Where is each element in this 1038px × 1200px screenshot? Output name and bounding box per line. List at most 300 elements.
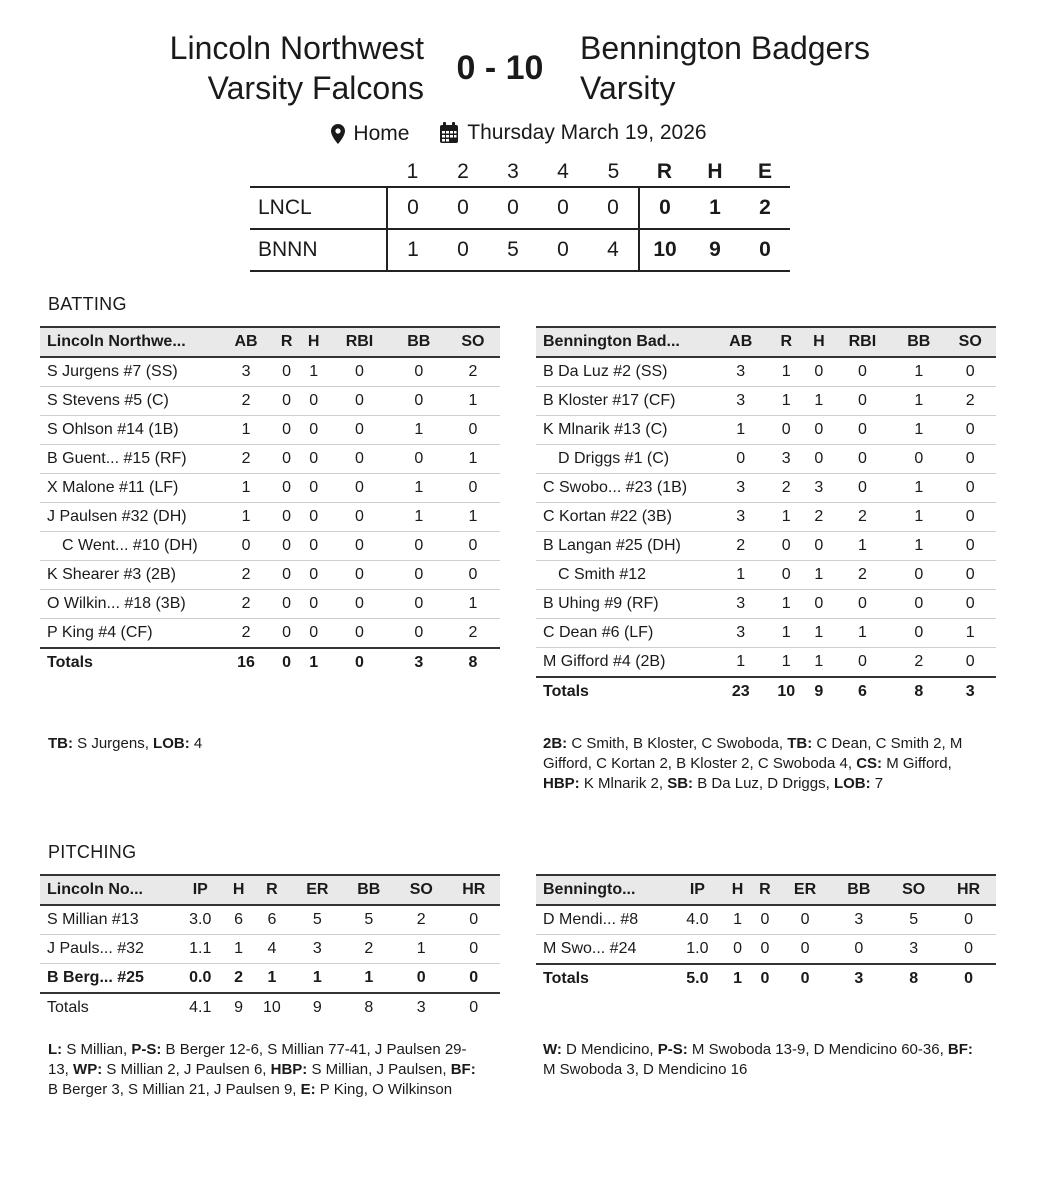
table-row (40, 445, 500, 474)
stat-cell: 0 (944, 532, 996, 561)
player-name: B Da Luz #2 (SS) (536, 357, 715, 387)
stat-column-header: BB (392, 327, 446, 357)
totals-cell: 3 (831, 964, 886, 993)
stat-cell: 0 (831, 935, 886, 965)
table-row (536, 357, 996, 387)
stat-cell: 0 (300, 474, 327, 503)
stat-cell: 0 (392, 619, 446, 649)
stat-column-header: H (724, 875, 751, 905)
note-label: W: (543, 1041, 562, 1058)
table-header-row (536, 875, 996, 905)
table-row (536, 648, 996, 678)
stat-cell: 1 (806, 648, 832, 678)
errors-header: E (757, 160, 772, 183)
stat-cell: 0 (273, 445, 300, 474)
player-name: B Guent... #15 (RF) (40, 445, 219, 474)
stat-cell: 2 (715, 532, 766, 561)
stat-cell: 0 (327, 445, 392, 474)
player-name: M Gifford #4 (2B) (536, 648, 715, 678)
team-abbr: BNNN (250, 229, 387, 271)
player-name: S Millian #13 (40, 905, 175, 935)
totals-cell: 0 (779, 964, 832, 993)
table-row (40, 964, 500, 994)
totals-cell: 0 (941, 964, 996, 993)
totals-cell: 0 (751, 964, 778, 993)
stat-cell: 2 (226, 964, 252, 994)
stat-cell: 0 (893, 561, 944, 590)
line-score-header (250, 158, 790, 187)
home-team-name (580, 28, 870, 108)
note-text: M Swoboda 13-9, D Mendicino 60-36, (687, 1041, 948, 1058)
table-row (40, 905, 500, 935)
table-row (40, 619, 500, 649)
totals-cell: 3 (392, 648, 446, 677)
stat-cell: 3 (715, 474, 766, 503)
stat-cell: 0 (832, 357, 893, 387)
stat-cell: 0 (832, 474, 893, 503)
player-name: C Smith #12 (536, 561, 715, 590)
stat-cell: 0 (832, 648, 893, 678)
stat-cell: 0 (766, 532, 806, 561)
stat-cell: 0 (944, 357, 996, 387)
stat-cell: 2 (219, 387, 273, 416)
stat-cell: 3 (292, 935, 342, 964)
stat-cell: 3 (715, 590, 766, 619)
stat-cell: 0 (300, 503, 327, 532)
stat-cell: 1 (893, 387, 944, 416)
line-score-row-away (250, 187, 790, 229)
stat-cell: 3 (766, 445, 806, 474)
totals-cell: 23 (715, 677, 766, 706)
stat-column-header: BB (893, 327, 944, 357)
stat-cell: 1 (893, 503, 944, 532)
inning-score: 0 (538, 229, 588, 271)
player-name: S Ohlson #14 (1B) (40, 416, 219, 445)
stat-cell: 0 (751, 905, 778, 935)
stat-column-header: R (273, 327, 300, 357)
total-errors: 0 (740, 229, 790, 271)
stat-column-header: HR (941, 875, 996, 905)
stat-cell: 2 (832, 503, 893, 532)
final-score: 0 - 10 (456, 49, 544, 87)
total-hits: 1 (690, 187, 740, 229)
stat-cell: 5 (886, 905, 941, 935)
total-runs: 0 (639, 187, 690, 229)
table-row (536, 503, 996, 532)
stat-cell: 0 (766, 416, 806, 445)
table-row (536, 561, 996, 590)
inning-5-header: 5 (607, 160, 620, 183)
totals-cell: 9 (226, 993, 252, 1022)
note-text: M Swoboda 3, D Mendicino 16 (543, 1061, 748, 1078)
totals-cell: 10 (252, 993, 292, 1022)
note-text: K Mlnarik 2, (579, 775, 668, 792)
stat-cell: 1 (724, 905, 751, 935)
stat-cell: 6 (252, 905, 292, 935)
stat-column-header: SO (944, 327, 996, 357)
stat-cell: 1 (832, 532, 893, 561)
stat-cell: 6 (226, 905, 252, 935)
totals-cell: 5.0 (671, 964, 724, 993)
stat-cell: 3 (831, 905, 886, 935)
stat-cell: 0 (327, 387, 392, 416)
totals-row (40, 648, 500, 677)
note-label: CS: (856, 755, 883, 772)
batting-table-home (536, 326, 996, 706)
player-name: K Mlnarik #13 (C) (536, 416, 715, 445)
stat-column-header: SO (395, 875, 447, 905)
stat-cell: 0 (893, 590, 944, 619)
stat-cell: 1 (219, 474, 273, 503)
stat-cell: 1 (343, 964, 395, 994)
team-column-header: Lincoln No... (40, 875, 175, 905)
note-label: LOB: (153, 735, 190, 752)
stat-cell: 0 (779, 905, 832, 935)
stat-cell: 3 (806, 474, 832, 503)
stat-cell: 0 (832, 445, 893, 474)
table-row (40, 561, 500, 590)
location-text: Home (353, 122, 410, 145)
totals-cell: 0 (273, 648, 300, 677)
player-name: C Dean #6 (LF) (536, 619, 715, 648)
player-name: D Driggs #1 (C) (536, 445, 715, 474)
table-row (40, 474, 500, 503)
table-row (536, 590, 996, 619)
note-text: M Gifford, (882, 755, 952, 772)
stat-column-header: SO (446, 327, 500, 357)
stat-column-header: AB (219, 327, 273, 357)
stat-cell: 0 (893, 445, 944, 474)
stat-cell: 0 (273, 561, 300, 590)
stat-column-header: IP (175, 875, 226, 905)
stat-cell: 0 (395, 964, 447, 994)
stat-cell: 1 (300, 357, 327, 387)
stat-cell: 0 (448, 935, 501, 964)
table-row (536, 619, 996, 648)
stat-cell: 2 (219, 561, 273, 590)
team-column-header: Benningto... (536, 875, 671, 905)
inning-score: 0 (387, 187, 438, 229)
stat-column-header: H (806, 327, 832, 357)
stat-cell: 2 (395, 905, 447, 935)
stat-cell: 0 (944, 648, 996, 678)
stat-cell: 0 (779, 935, 832, 965)
totals-cell: 6 (832, 677, 893, 706)
stat-cell: 0 (392, 357, 446, 387)
totals-cell: 1 (300, 648, 327, 677)
stat-cell: 2 (766, 474, 806, 503)
stat-cell: 0 (273, 503, 300, 532)
stat-cell: 2 (446, 357, 500, 387)
note-text: C Smith, B Kloster, C Swoboda, (567, 735, 788, 752)
player-name: C Swobo... #23 (1B) (536, 474, 715, 503)
player-name: B Uhing #9 (RF) (536, 590, 715, 619)
stat-cell: 0 (273, 590, 300, 619)
table-row (536, 935, 996, 965)
stat-cell: 1 (392, 416, 446, 445)
pitching-section-title: PITCHING (48, 842, 137, 862)
table-row (40, 416, 500, 445)
stat-cell: 1 (252, 964, 292, 994)
stat-cell: 1 (766, 619, 806, 648)
totals-cell: 1 (724, 964, 751, 993)
stat-cell: 1 (392, 474, 446, 503)
total-hits: 9 (690, 229, 740, 271)
table-row (40, 590, 500, 619)
player-name: J Paulsen #32 (DH) (40, 503, 219, 532)
totals-row (536, 964, 996, 993)
stat-cell: 0 (273, 357, 300, 387)
stat-cell: 0 (446, 532, 500, 561)
stat-cell: 0 (219, 532, 273, 561)
stat-cell: 1 (446, 590, 500, 619)
totals-cell: 9 (806, 677, 832, 706)
stat-cell: 0 (806, 590, 832, 619)
note-label: P-S: (657, 1041, 688, 1058)
stat-cell: 0 (448, 964, 501, 994)
stat-cell: 0 (392, 532, 446, 561)
stat-column-header: BB (831, 875, 886, 905)
player-name: B Berg... #25 (40, 964, 175, 994)
table-row (536, 532, 996, 561)
batting-notes-home (543, 734, 983, 794)
batting-table-away (40, 326, 500, 677)
inning-score: 0 (438, 229, 488, 271)
note-label: L: (48, 1041, 63, 1058)
calendar-icon (439, 122, 459, 144)
stat-cell: 2 (343, 935, 395, 964)
player-name: K Shearer #3 (2B) (40, 561, 219, 590)
table-row (40, 387, 500, 416)
stat-cell: 1 (766, 590, 806, 619)
pitching-notes-home (543, 1040, 983, 1080)
stat-cell: 4 (252, 935, 292, 964)
stat-cell: 3 (715, 357, 766, 387)
stat-cell: 1 (944, 619, 996, 648)
stat-column-header: H (226, 875, 252, 905)
stat-cell: 2 (893, 648, 944, 678)
stat-cell: 5 (343, 905, 395, 935)
stat-column-header: IP (671, 875, 724, 905)
totals-cell: 9 (292, 993, 342, 1022)
stat-cell: 1 (766, 648, 806, 678)
stat-cell: 0 (944, 416, 996, 445)
stat-cell: 0 (806, 416, 832, 445)
stat-cell: 3 (715, 387, 766, 416)
stat-cell: 1 (226, 935, 252, 964)
note-label: E: (300, 1081, 316, 1098)
stat-column-header: R (751, 875, 778, 905)
stat-cell: 0 (832, 416, 893, 445)
totals-label: Totals (40, 648, 219, 677)
stat-cell: 0 (944, 474, 996, 503)
stat-cell: 0 (273, 387, 300, 416)
inning-2-header: 2 (457, 160, 469, 183)
table-row (536, 445, 996, 474)
stat-cell: 2 (806, 503, 832, 532)
stat-cell: 1.0 (671, 935, 724, 965)
note-text: S Millian, J Paulsen, (307, 1061, 451, 1078)
stat-cell: 0 (806, 357, 832, 387)
stat-cell: 0 (300, 445, 327, 474)
note-label: TB: (787, 735, 813, 752)
stat-cell: 0 (832, 590, 893, 619)
team-column-header: Lincoln Northwe... (40, 327, 219, 357)
stat-cell: 1 (766, 503, 806, 532)
stat-cell: 2 (944, 387, 996, 416)
stat-cell: 0 (724, 935, 751, 965)
stat-cell: 1 (766, 357, 806, 387)
table-header-row (40, 327, 500, 357)
stat-cell: 0 (944, 503, 996, 532)
stat-cell: 3.0 (175, 905, 226, 935)
table-row (40, 503, 500, 532)
stat-cell: 1 (715, 561, 766, 590)
inning-3-header: 3 (507, 160, 519, 183)
inning-score: 0 (538, 187, 588, 229)
table-row (536, 387, 996, 416)
table-row (536, 905, 996, 935)
stat-cell: 2 (219, 590, 273, 619)
game-meta (0, 118, 1038, 153)
stat-cell: 5 (292, 905, 342, 935)
game-date (439, 118, 706, 148)
stat-cell: 0 (300, 387, 327, 416)
stat-cell: 0 (392, 387, 446, 416)
stat-cell: 0 (832, 387, 893, 416)
stat-cell: 1 (395, 935, 447, 964)
player-name: D Mendi... #8 (536, 905, 671, 935)
stat-cell: 0 (715, 445, 766, 474)
stat-cell: 0 (751, 935, 778, 965)
player-name: B Kloster #17 (CF) (536, 387, 715, 416)
stat-cell: 0 (327, 561, 392, 590)
stat-cell: 2 (219, 619, 273, 649)
note-label: HBP: (270, 1061, 308, 1078)
stat-cell: 0 (300, 532, 327, 561)
pitching-table-home (536, 874, 996, 993)
away-team-name (170, 28, 424, 108)
stat-cell: 3 (715, 503, 766, 532)
away-team-line1: Lincoln Northwest (169, 30, 424, 66)
stat-column-header: RBI (832, 327, 893, 357)
pitching-notes-away (48, 1040, 478, 1100)
pitching-table-away (40, 874, 500, 1022)
note-label: TB: (48, 735, 73, 752)
stat-cell: 0 (300, 561, 327, 590)
stat-column-header: RBI (327, 327, 392, 357)
totals-row (536, 677, 996, 706)
home-team-line1: Bennington Badgers (580, 30, 870, 66)
stat-cell: 1 (893, 532, 944, 561)
stat-cell: 0 (446, 416, 500, 445)
totals-cell: 0 (448, 993, 501, 1022)
note-text: B Berger 3, S Millian 21, J Paulsen 9, (48, 1081, 301, 1098)
stat-cell: 0 (327, 503, 392, 532)
stat-column-header: R (766, 327, 806, 357)
note-text: 4 (189, 735, 203, 752)
stat-cell: 0 (766, 561, 806, 590)
stat-cell: 0 (806, 532, 832, 561)
away-team-line2: Varsity Falcons (207, 70, 424, 106)
stat-column-header: SO (886, 875, 941, 905)
location (331, 119, 409, 149)
stat-cell: 1 (219, 503, 273, 532)
totals-cell: 4.1 (175, 993, 226, 1022)
stat-cell: 2 (446, 619, 500, 649)
stat-cell: 1 (766, 387, 806, 416)
home-team-line2: Varsity (580, 70, 676, 106)
inning-score: 4 (588, 229, 639, 271)
stat-cell: 0 (941, 905, 996, 935)
stat-column-header: H (300, 327, 327, 357)
note-label: BF: (450, 1061, 476, 1078)
hits-header: H (707, 160, 723, 183)
line-score (250, 158, 790, 272)
table-row (536, 416, 996, 445)
stat-cell: 1 (893, 416, 944, 445)
inning-score: 0 (488, 187, 538, 229)
stat-cell: 1 (806, 619, 832, 648)
player-name: S Stevens #5 (C) (40, 387, 219, 416)
stat-cell: 4.0 (671, 905, 724, 935)
stat-cell: 0 (273, 619, 300, 649)
note-label: BF: (947, 1041, 973, 1058)
stat-cell: 0 (806, 445, 832, 474)
totals-cell: 8 (893, 677, 944, 706)
table-header-row (40, 875, 500, 905)
note-label: SB: (667, 775, 694, 792)
player-name: M Swo... #24 (536, 935, 671, 965)
note-label: LOB: (833, 775, 871, 792)
note-text: S Millian 2, J Paulsen 6, (102, 1061, 271, 1078)
game-header (0, 28, 1038, 112)
inning-score: 1 (387, 229, 438, 271)
stat-column-header: ER (779, 875, 832, 905)
stat-cell: 3 (219, 357, 273, 387)
inning-score: 5 (488, 229, 538, 271)
player-name: C Kortan #22 (3B) (536, 503, 715, 532)
stat-cell: 0 (941, 935, 996, 965)
table-row (536, 474, 996, 503)
stat-cell: 1 (446, 503, 500, 532)
map-pin-icon (331, 124, 345, 144)
totals-label: Totals (536, 964, 671, 993)
player-name: C Went... #10 (DH) (40, 532, 219, 561)
stat-column-header: ER (292, 875, 342, 905)
stat-cell: 3 (886, 935, 941, 965)
totals-row (40, 993, 500, 1022)
stat-cell: 1 (392, 503, 446, 532)
stat-cell: 0 (327, 416, 392, 445)
note-label: P-S: (131, 1041, 162, 1058)
line-score-row-home (250, 229, 790, 271)
note-text: D Mendicino, (561, 1041, 658, 1058)
note-text: B Berger 12-6, S Millian 77-41, J Paulsen 29-13, (48, 1041, 467, 1078)
stat-cell: 0 (327, 357, 392, 387)
totals-cell: 0 (327, 648, 392, 677)
note-text: S Jurgens, (73, 735, 154, 752)
stat-cell: 0 (300, 619, 327, 649)
total-runs: 10 (639, 229, 690, 271)
totals-cell: 3 (944, 677, 996, 706)
player-name: P King #4 (CF) (40, 619, 219, 649)
stat-cell: 1 (446, 445, 500, 474)
stat-cell: 0.0 (175, 964, 226, 994)
inning-4-header: 4 (557, 160, 569, 183)
stat-cell: 0 (300, 416, 327, 445)
totals-cell: 10 (766, 677, 806, 706)
